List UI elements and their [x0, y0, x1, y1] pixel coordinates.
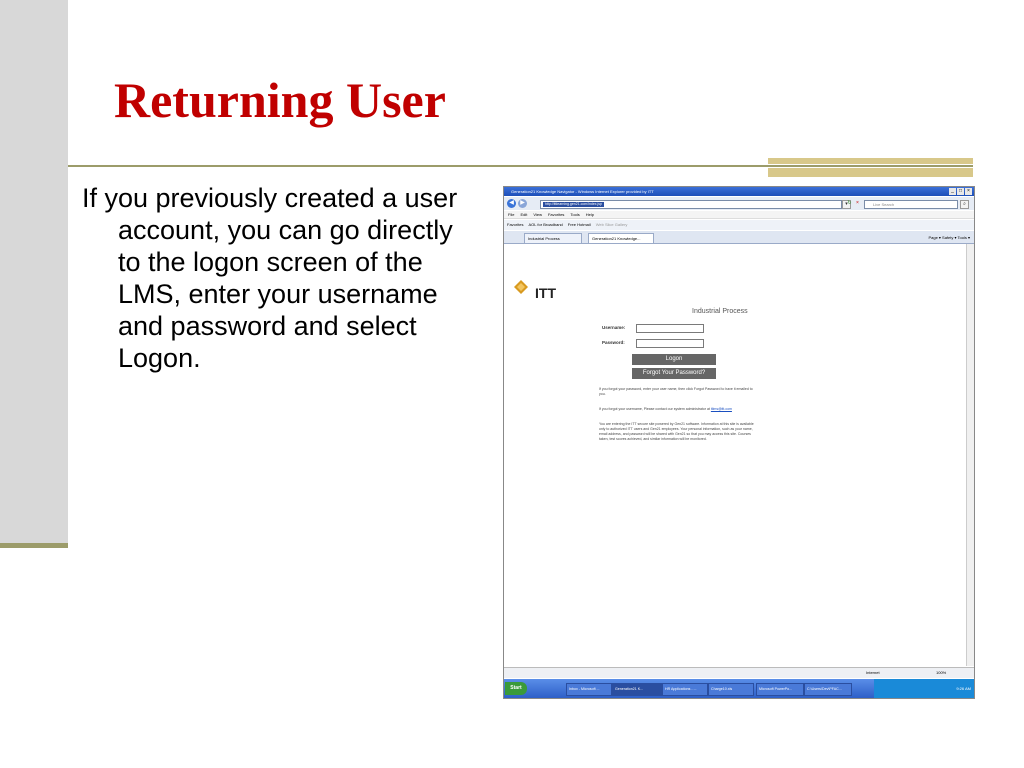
accent-stripe-top	[768, 158, 973, 164]
admin-email-link[interactable]: itlms@itt.com	[710, 407, 732, 411]
address-url: http://ittlearning.gen21.com/index.jsp	[545, 202, 603, 206]
menu-tools[interactable]: Tools	[570, 212, 580, 217]
title-divider	[68, 165, 973, 167]
address-dropdown-icon[interactable]: ▾	[842, 200, 851, 209]
left-decorative-bar	[0, 0, 68, 547]
tab-bar	[504, 231, 974, 244]
search-input[interactable]	[864, 200, 958, 209]
fav-link-aol[interactable]: AOL for Broadband	[528, 222, 563, 227]
forward-icon[interactable]: ▶	[518, 199, 527, 208]
menu-help[interactable]: Help	[585, 212, 594, 217]
taskbar-item-charge[interactable]: Charge10.xls	[708, 683, 754, 696]
password-field[interactable]	[636, 339, 704, 348]
slide-title: Returning User	[114, 72, 446, 128]
menu-file[interactable]: File	[508, 212, 515, 217]
search-placeholder: Live Search	[873, 202, 895, 207]
status-zone: Internet	[866, 670, 880, 675]
slide-body-text: If you previously created a user account, you can go directly to the logon screen of the LMS, enter your username and password and select Logon.	[82, 183, 458, 373]
address-toolbar	[504, 197, 974, 210]
refresh-icon[interactable]: ↻	[847, 200, 852, 206]
back-icon[interactable]: ◀	[507, 199, 516, 208]
zoom-level[interactable]: 100%	[936, 670, 947, 675]
help-text-username-msg: If you forgot your username, Please contact our system administrator at	[599, 407, 710, 411]
embedded-browser-screenshot	[503, 186, 975, 699]
logon-button[interactable]: Logon	[632, 354, 716, 365]
minimize-icon[interactable]: _	[949, 188, 956, 195]
tab-generation21[interactable]: Generation21 Knowledge...	[588, 233, 654, 244]
command-bar[interactable]: Page ▾ Safety ▾ Tools ▾	[928, 235, 970, 240]
help-text-password: If you forgot your password, enter your user name, then click Forgot Password to have it emailed to you.	[599, 387, 753, 396]
portal-title: Industrial Process	[692, 308, 748, 315]
stop-icon[interactable]: ×	[856, 200, 859, 206]
favorites-button[interactable]: Favorites	[507, 222, 524, 227]
favorites-bar	[504, 220, 974, 230]
vertical-scrollbar[interactable]	[966, 244, 974, 666]
address-bar[interactable]	[540, 200, 842, 209]
accent-stripe-bottom	[768, 168, 973, 177]
help-text-notice: You are entering the ITT secure site powered by Gen21 software. Information at this site is available only to authorized ITT users and Gen21 employees. Your personal information, such as your name, email address, and password will be shared with Gen21 so that you may access this site. Courses taken, test scores achieved, and similar information will be monitored.	[599, 422, 754, 441]
menu-favorites[interactable]: Favorites	[547, 212, 565, 217]
password-label: Password:	[602, 340, 625, 345]
taskbar-item-powerpoint[interactable]: Microsoft PowerPo...	[756, 683, 804, 696]
menu-bar	[504, 211, 974, 219]
tray-clock: 9:26 AM	[956, 686, 971, 691]
taskbar-item-folder[interactable]: C:\Users\Dev\PFAC...	[804, 683, 852, 696]
status-bar	[504, 667, 974, 678]
username-label: Username:	[602, 325, 626, 330]
forgot-password-button[interactable]: Forgot Your Password?	[632, 368, 716, 379]
tab-industrial-process[interactable]: Industrial Process	[524, 233, 582, 244]
help-text-username	[599, 407, 759, 412]
browser-titlebar	[504, 187, 974, 196]
logo-text: ITT	[535, 285, 556, 301]
maximize-icon[interactable]: □	[958, 188, 963, 194]
close-icon[interactable]: ×	[965, 188, 972, 195]
taskbar-item-generation21[interactable]: Generation21 K...	[612, 683, 662, 696]
windows-taskbar	[504, 679, 974, 698]
menu-edit[interactable]: Edit	[520, 212, 528, 217]
taskbar-item-inbox[interactable]: Inbox - Microsoft ...	[566, 683, 612, 696]
itt-logo-icon	[514, 280, 528, 294]
fav-link-webslice[interactable]: Web Slice Gallery	[595, 222, 628, 227]
start-button[interactable]: Start	[505, 682, 527, 695]
window-title: Generation21 Knowledge Navigator - Windows Internet Explorer provided by ITT	[511, 189, 654, 194]
left-bar-cap	[0, 543, 68, 548]
username-field[interactable]	[636, 324, 704, 333]
search-icon[interactable]: ⌕	[960, 200, 969, 209]
taskbar-item-hr-apps[interactable]: HR Applications - ...	[662, 683, 708, 696]
page-content	[504, 244, 966, 666]
menu-view[interactable]: View	[533, 212, 542, 217]
fav-link-hotmail[interactable]: Free Hotmail	[567, 222, 591, 227]
system-tray	[874, 679, 974, 698]
